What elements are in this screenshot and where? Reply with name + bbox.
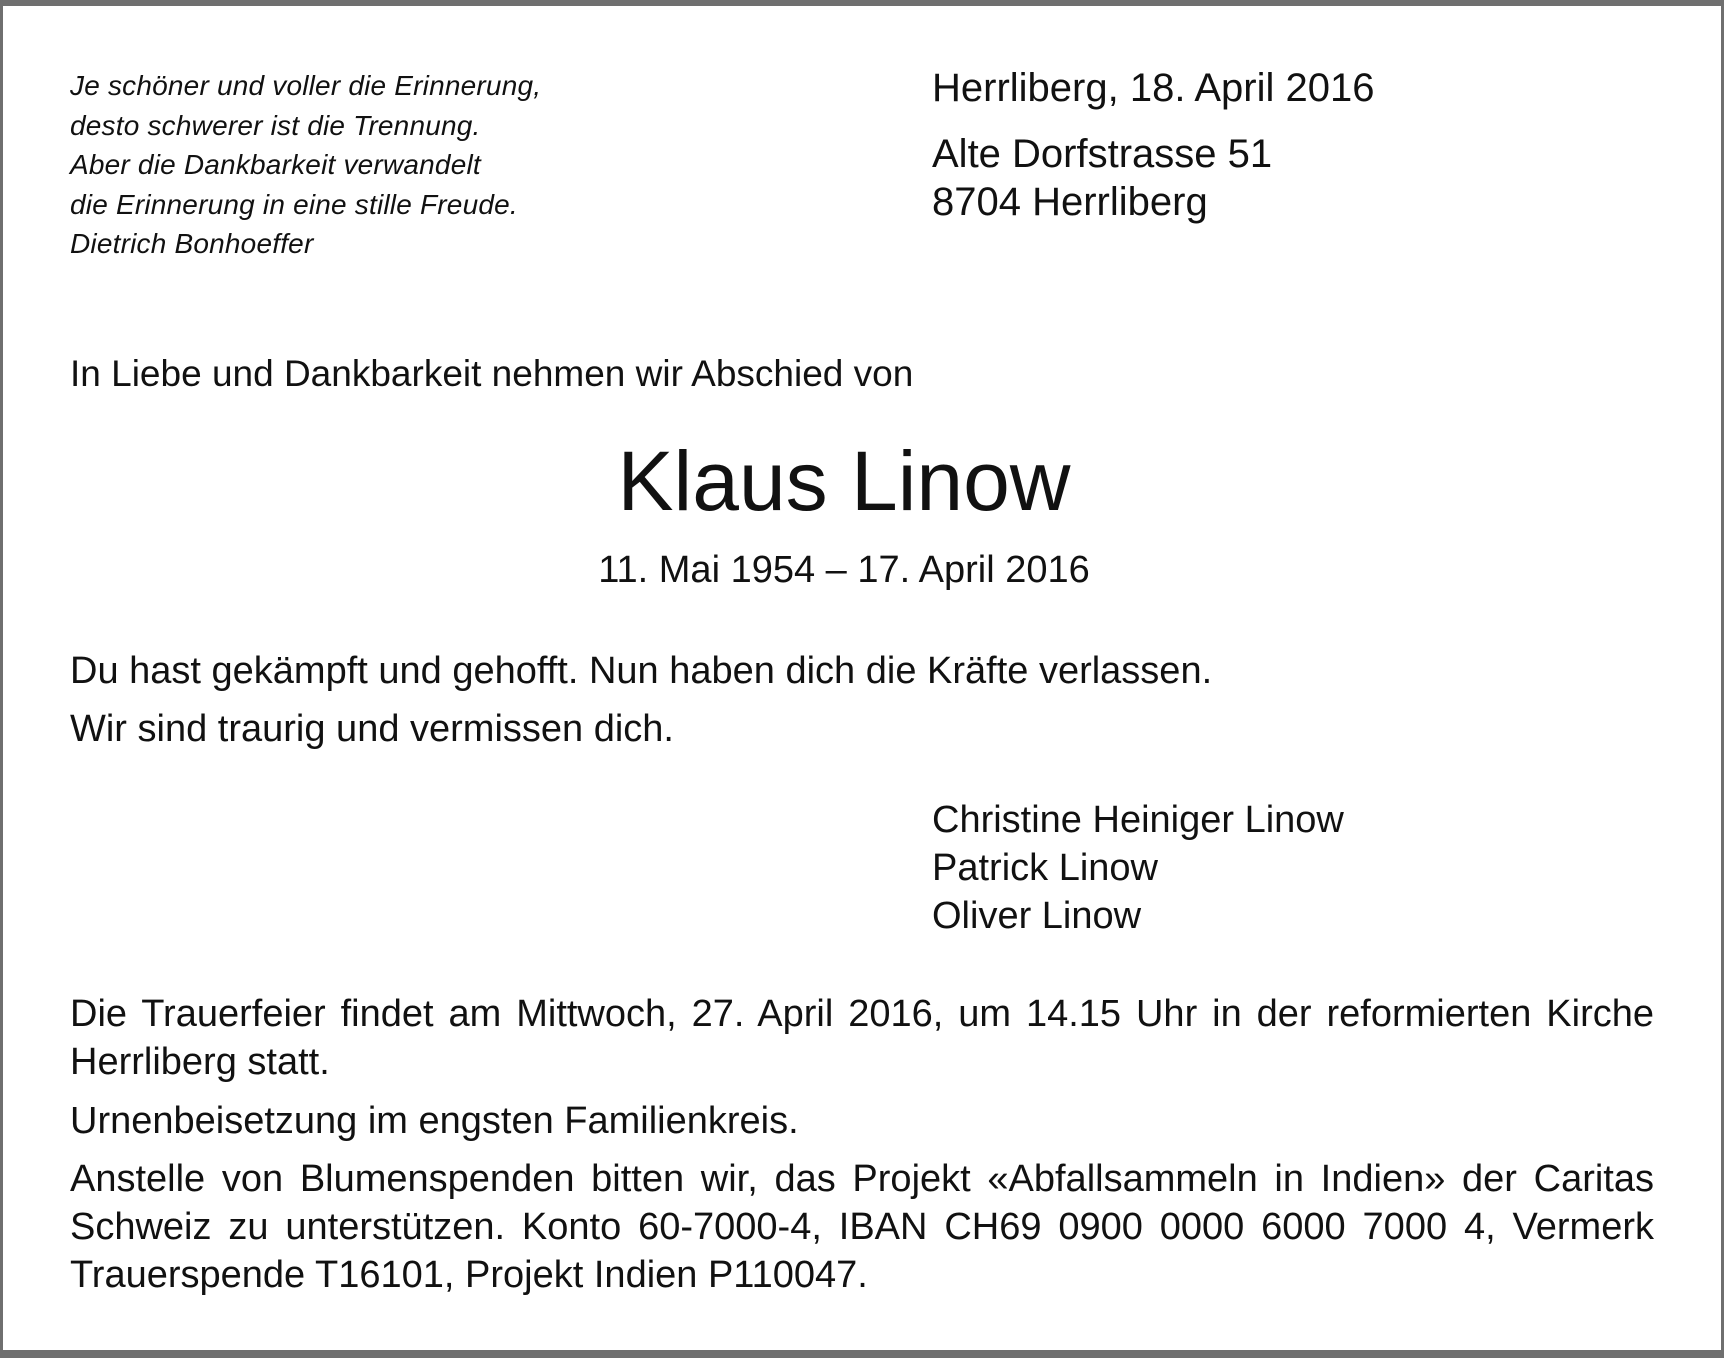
funeral-service-notice: Die Trauerfeier findet am Mittwoch, 27. April 2016, um 14.15 Uhr in der reformierten Kirche Herrliberg statt.	[70, 993, 1654, 1083]
obituary-notice	[3, 6, 1721, 1350]
family-member: Christine Heiniger Linow	[932, 799, 1344, 841]
family-member: Patrick Linow	[932, 847, 1158, 889]
quote-line: Aber die Dankbarkeit verwandelt	[70, 149, 481, 180]
address-city: 8704 Herrliberg	[932, 180, 1208, 224]
verse-line: Wir sind traurig und vermissen dich.	[70, 708, 674, 750]
life-dates: 11. Mai 1954 – 17. April 2016	[598, 549, 1090, 591]
family-members	[932, 796, 1344, 940]
verse-line: Du hast gekämpft und gehofft. Nun haben dich die Kräfte verlassen.	[70, 650, 1213, 692]
family-address	[932, 130, 1272, 226]
quote-line: die Erinnerung in eine stille Freude.	[70, 188, 518, 220]
bonhoeffer-quote	[70, 66, 541, 264]
quote-author: Dietrich Bonhoeffer	[70, 228, 314, 259]
place-and-date: Herrliberg, 18. April 2016	[932, 66, 1375, 110]
farewell-verse	[70, 642, 1212, 758]
farewell-intro: In Liebe und Dankbarkeit nehmen wir Abschied von	[70, 353, 914, 394]
quote-line: desto schwerer ist die Trennung.	[70, 109, 481, 141]
address-street: Alte Dorfstrasse 51	[932, 132, 1273, 176]
family-member: Oliver Linow	[932, 895, 1142, 937]
burial-notice: Urnenbeisetzung im engsten Familienkreis.	[70, 1100, 799, 1142]
quote-line: Je schöner und voller die Erinnerung,	[70, 70, 542, 101]
deceased-name: Klaus Linow	[617, 434, 1071, 528]
donation-notice: Anstelle von Blumenspenden bitten wir, das Projekt «Abfallsammeln in Indien» der Caritas Schweiz zu unterstützen. Konto 60-7000-4, IBAN CH69 0900 0000 6000 7000 4, Vermerk Trauerspende T16101, Projekt Indien P110047.	[70, 1158, 1654, 1296]
